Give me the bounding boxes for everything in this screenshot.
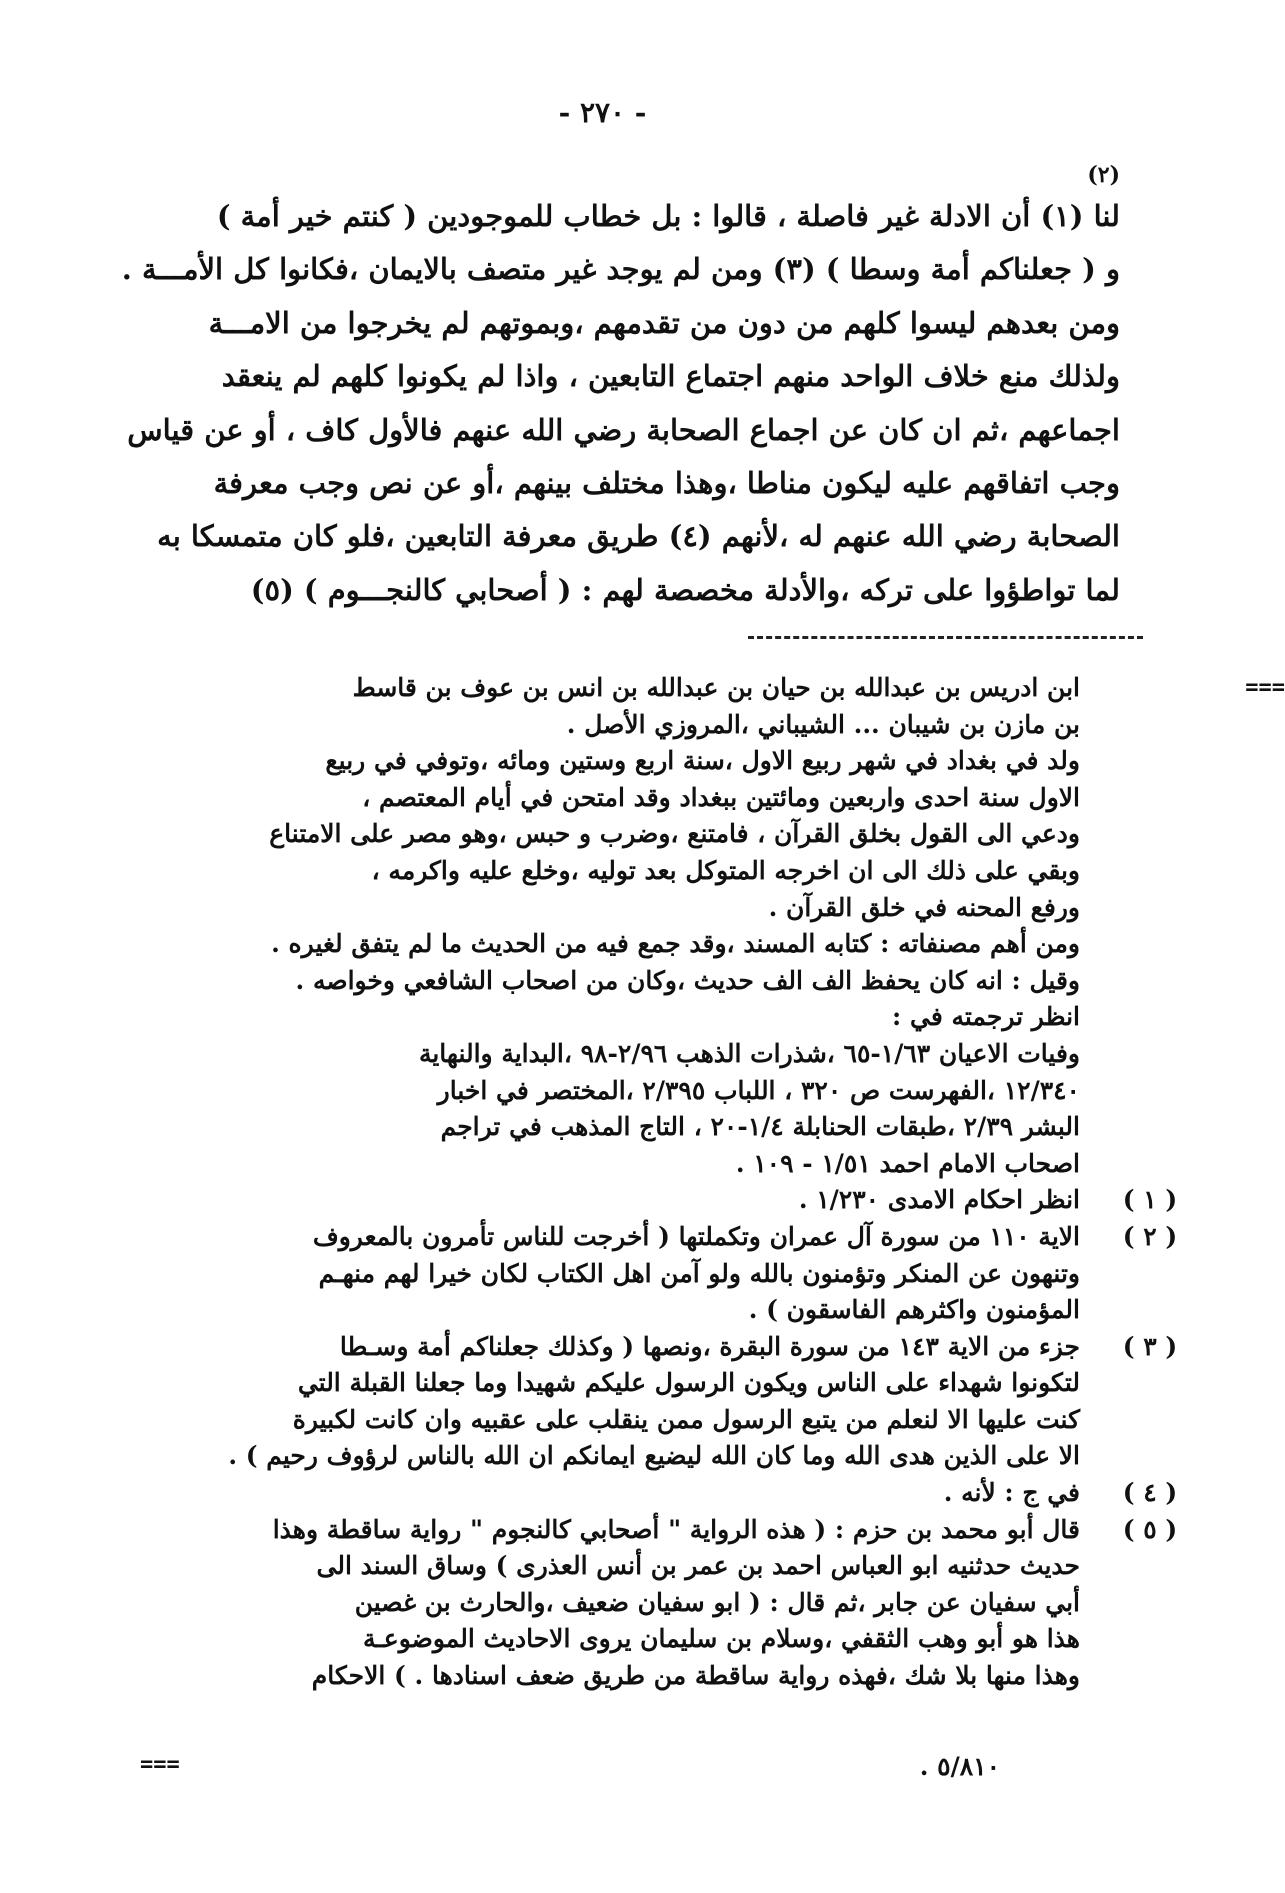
footnote-line: ١٢/٣٤٠ ،الفهرست ص ٣٢٠ ، اللباب ٢/٣٩٥ ،المختصر في اخبار: [437, 1075, 1080, 1105]
main-line: ومن بعدهم ليسوا كلهم من دون من تقدمهم ،وبموتهم لم يخرجوا من الامـــة: [208, 305, 1120, 340]
main-line: الصحابة رضي الله عنهم له ،لأنهم (٤) طريق معرفة التابعين ،فلو كان متمسكا به: [157, 519, 1120, 554]
footnote-last-line: ٥/٨١٠ .: [919, 1752, 1000, 1781]
footnote-line: ودعي الى القول بخلق القرآن ، فامتنع ،وضرب و حبس ،وهو مصر على الامتناع: [269, 819, 1080, 849]
footnote-continued: [140, 670, 1285, 1182]
footnote-line: قال أبو محمد بن حزم : ( هذه الرواية " أصحابي كالنجوم " رواية ساقطة وهذا: [272, 1514, 1080, 1544]
main-line: ولذلك منع خلاف الواحد منهم اجتماع التابعين ، واذا لم يكونوا كلهم لم ينعقد: [221, 359, 1120, 394]
footnote-line: أبي سفيان عن جابر ،ثم قال : ( ابو سفيان ضعيف ،والحارث بن غصين: [354, 1587, 1080, 1617]
footnote-line: اصحاب الامام احمد ١/٥١ - ١٠٩ .: [735, 1148, 1080, 1178]
footnote-line: بن مازن بن شيبان ... الشيباني ،المروزي الأصل .: [566, 709, 1080, 739]
footnote-line: في ج : لأنه .: [943, 1478, 1080, 1508]
continues-marker: ===: [140, 1752, 180, 1777]
footnote-line: الاول سنة احدى واربعين ومائتين ببغداد وقد امتحن في أيام المعتصم ،: [362, 782, 1080, 812]
footnote-line: البشر ٢/٣٩ ،طبقات الحنابلة ١/٤-٢٠ ، التاج المذهب في تراجم: [440, 1112, 1080, 1142]
footnote-line: ابن ادريس بن عبدالله بن حيان بن عبدالله بن انس بن عوف بن قاسط: [352, 673, 1080, 702]
footnote-marker: ( ٤ ): [1122, 1478, 1178, 1508]
footnote-line: ولد في بغداد في شهر ربيع الاول ،سنة اربع وستين ومائه ،وتوفي في ربيع: [325, 746, 1080, 776]
footnotes-section: [140, 670, 1285, 1695]
footnote-line: انظر ترجمته في :: [892, 1002, 1080, 1032]
main-line: و ( جعلناكم أمة وسطا ) (٣) ومن لم يوجد غير متصف بالايمان ،فكانوا كل الأمـــة .: [121, 252, 1120, 287]
footnote-line: حديث حدثنيه ابو العباس احمد بن عمر بن أنس العذرى ) وساق السند الى: [316, 1551, 1080, 1581]
footnote-line: وتنهون عن المنكر وتؤمنون بالله ولو آمن اهل الكتاب لكان خيرا لهم منهـم: [318, 1258, 1080, 1288]
footnote-marker: ( ١ ): [1122, 1185, 1178, 1215]
main-line: (٢): [1087, 162, 1120, 188]
footnote-marker: ( ٥ ): [1122, 1514, 1178, 1544]
footnote-line: جزء من الاية ١٤٣ من سورة البقرة ،ونصها ( وكذلك جعلناكم أمة وسـطا: [339, 1331, 1080, 1361]
footnote-line: وقيل : انه كان يحفظ الف الف حديث ،وكان من اصحاب الشافعي وخواصه .: [295, 965, 1080, 995]
main-line: اجماعهم ،ثم ان كان عن اجماع الصحابة رضي الله عنهم فالأول كاف ، أو عن قياس: [127, 412, 1120, 447]
footnote-3: [140, 1329, 1178, 1475]
main-line: لنا (١) أن الادلة غير فاصلة ، قالوا : بل خطاب للموجودين ( كنتم خير أمة ): [216, 199, 1120, 233]
footnote-line: الا على الذين هدى الله وما كان الله ليضيع ايمانكم ان الله بالناس لرؤوف رحيم ) .: [228, 1441, 1080, 1471]
footnote-line: المؤمنون واكثرهم الفاسقون ) .: [748, 1295, 1080, 1325]
footnote-line: الاية ١١٠ من سورة آل عمران وتكملتها ( أخرجت للناس تأمرون بالمعروف: [312, 1221, 1080, 1251]
footnote-2: [140, 1219, 1178, 1329]
main-text: [121, 160, 1120, 617]
continued-marker: ===: [1245, 675, 1285, 700]
footnote-line: لتكونوا شهداء على الناس ويكون الرسول عليكم شهيدا وما جعلنا القبلة التي: [297, 1368, 1080, 1398]
footnote-marker: ( ٣ ): [1122, 1331, 1178, 1361]
footnote-line: وفيات الاعيان ١/٦٣-٦٥ ،شذرات الذهب ٢/٩٦-٩٨ ،البداية والنهاية: [418, 1038, 1080, 1068]
main-line: لما تواطؤوا على تركه ،والأدلة مخصصة لهم : ( أصحابي كالنجـــوم ) (٥): [250, 572, 1120, 607]
page-number: - ٢٧٠ -: [558, 96, 647, 129]
footnote-line: ومن أهم مصنفاته : كتابه المسند ،وقد جمع فيه من الحديث ما لم يتفق لغيره .: [271, 929, 1080, 959]
footnote-1: [140, 1182, 1178, 1219]
footnote-line: كنت عليها الا لنعلم من يتبع الرسول ممن ينقلب على عقبيه وان كانت لكبيرة: [292, 1404, 1080, 1434]
footnote-4: [140, 1475, 1178, 1512]
footnote-5: [140, 1512, 1178, 1695]
footnote-separator: [748, 636, 1143, 639]
footnote-line: ورفع المحنه في خلق القرآن .: [768, 892, 1080, 922]
main-line: وجب اتفاقهم عليه ليكون مناطا ،وهذا مختلف بينهم ،أو عن نص وجب معرفة: [213, 466, 1120, 501]
footnote-line: وبقي على ذلك الى ان اخرجه المتوكل بعد توليه ،وخلع عليه واكرمه ،: [371, 855, 1080, 885]
footnote-line: انظر احكام الامدى ١/٢٣٠ .: [798, 1185, 1080, 1215]
footnote-marker: ( ٢ ): [1122, 1221, 1178, 1251]
footnote-line: هذا هو أبو وهب الثقفي ،وسلام بن سليمان يروى الاحاديث الموضوعـة: [363, 1624, 1080, 1654]
footnote-line: وهذا منها بلا شك ،فهذه رواية ساقطة من طريق ضعف اسنادها . ) الاحكام: [311, 1661, 1080, 1691]
